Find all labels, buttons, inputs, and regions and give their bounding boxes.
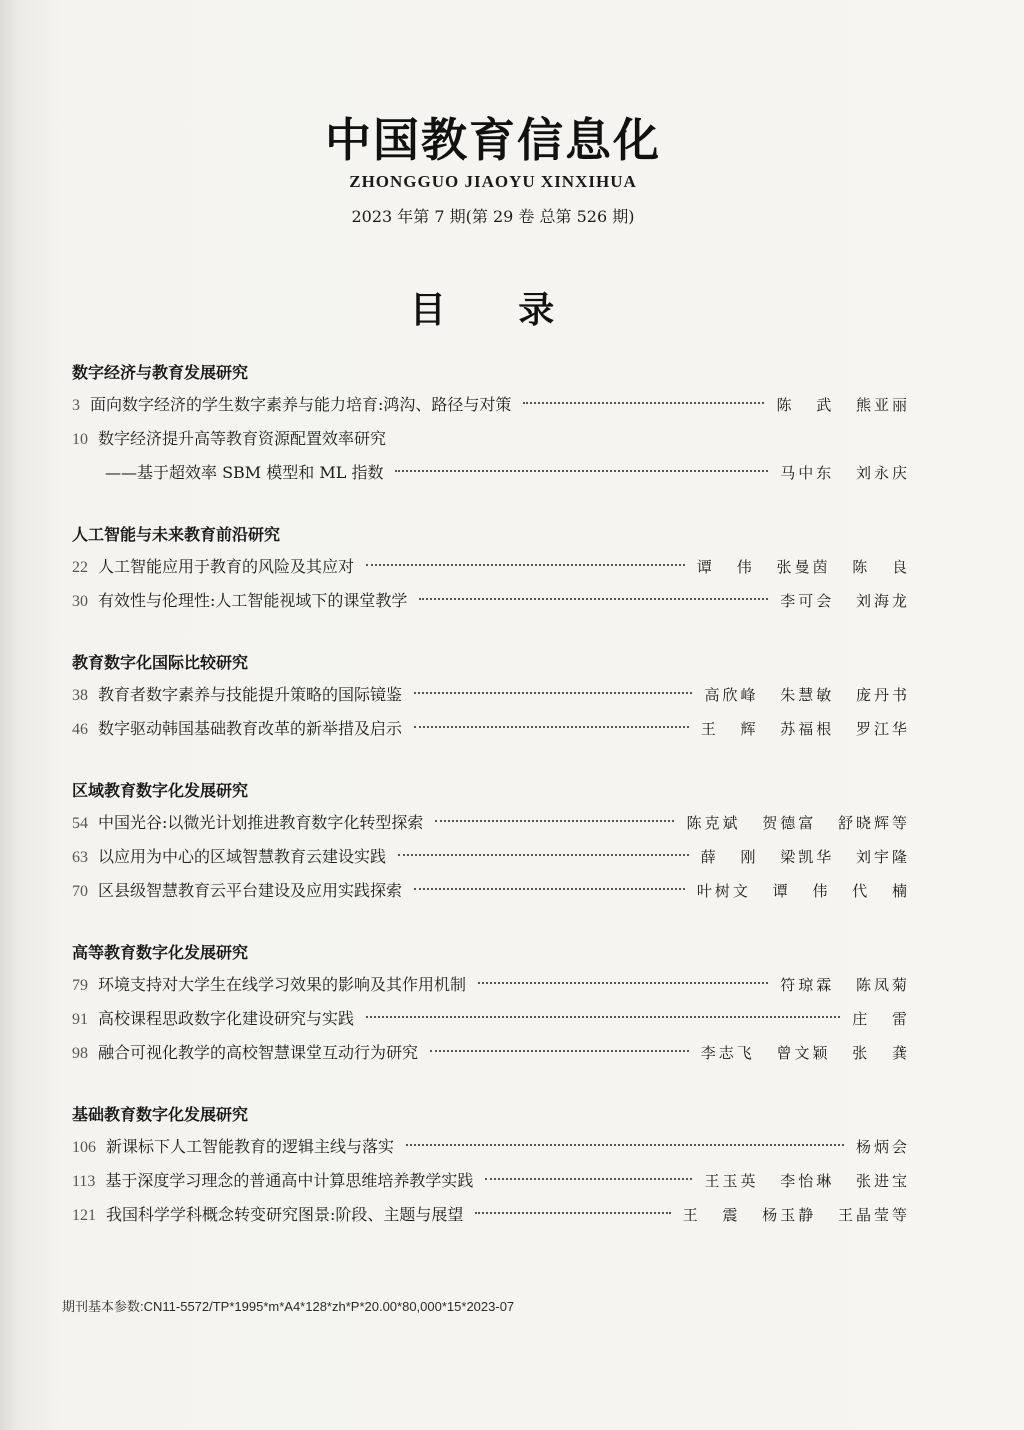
entry-authors: 王玉英 李怡琳 张进宝 bbox=[704, 1172, 910, 1190]
dot-leader bbox=[419, 598, 768, 600]
toc-entry[interactable] bbox=[72, 1130, 910, 1164]
toc-section bbox=[72, 358, 910, 490]
entry-authors: 符琼霖 陈凤菊 bbox=[780, 976, 910, 994]
dot-leader bbox=[523, 402, 764, 404]
dot-leader bbox=[435, 820, 674, 822]
journal-parameters-footer: 期刊基本参数:CN11-5572/TP*1995*m*A4*128*zh*P*20.00*80,000*15*2023-07 bbox=[62, 1299, 515, 1314]
entry-authors: 陈克斌 贺德富 舒晓辉等 bbox=[686, 814, 910, 832]
entry-authors: 谭 伟 张曼茵 陈 良 bbox=[696, 558, 910, 576]
toc-entry-subtitle-line[interactable] bbox=[72, 456, 910, 490]
entry-title: 人工智能应用于教育的风险及其应对 bbox=[98, 557, 355, 576]
toc-entry[interactable] bbox=[72, 550, 910, 584]
toc-section bbox=[72, 520, 910, 618]
dot-leader bbox=[366, 564, 685, 566]
entry-title: 高校课程思政数字化建设研究与实践 bbox=[98, 1009, 355, 1028]
entry-page-number: 54 bbox=[72, 815, 88, 832]
toc-entry[interactable] bbox=[72, 968, 910, 1002]
section-title: 数字经济与教育发展研究 bbox=[72, 363, 249, 382]
entry-title: 数字经济提升高等教育资源配置效率研究 bbox=[98, 429, 387, 448]
entry-page-number: 63 bbox=[72, 849, 88, 866]
journal-title-pinyin: ZHONGGUO JIAOYU XINXIHUA bbox=[349, 172, 637, 191]
masthead bbox=[0, 112, 986, 227]
entry-authors: 马中东 刘永庆 bbox=[780, 464, 910, 482]
toc-entry[interactable] bbox=[72, 874, 910, 908]
dot-leader bbox=[414, 692, 692, 694]
toc-heading: 目 录 bbox=[409, 290, 585, 331]
entry-title: 教育者数字素养与技能提升策略的国际镜鉴 bbox=[98, 685, 403, 704]
section-title: 人工智能与未来教育前沿研究 bbox=[72, 525, 281, 544]
toc-entry[interactable] bbox=[72, 1036, 910, 1070]
entry-page-number: 70 bbox=[72, 883, 88, 900]
entry-title: 新课标下人工智能教育的逻辑主线与落实 bbox=[106, 1137, 395, 1156]
entry-title: 我国科学学科概念转变研究图景:阶段、主题与展望 bbox=[106, 1205, 464, 1224]
issue-info: 2023 年第 7 期(第 29 卷 总第 526 期) bbox=[351, 207, 635, 226]
entry-page-number: 30 bbox=[72, 593, 88, 610]
toc-entry[interactable] bbox=[72, 678, 910, 712]
entry-title: 有效性与伦理性:人工智能视域下的课堂教学 bbox=[98, 591, 408, 610]
entry-title: 数字驱动韩国基础教育改革的新举措及启示 bbox=[98, 719, 403, 738]
entry-authors: 杨炳会 bbox=[855, 1138, 910, 1156]
entry-page-number: 10 bbox=[72, 431, 88, 448]
entry-title: 融合可视化教学的高校智慧课堂互动行为研究 bbox=[98, 1043, 419, 1062]
toc-entry[interactable] bbox=[72, 840, 910, 874]
section-title: 教育数字化国际比较研究 bbox=[72, 653, 249, 672]
entry-authors: 李志飞 曾文颖 张 龚 bbox=[700, 1044, 910, 1062]
toc-section bbox=[72, 1100, 910, 1232]
toc-entry[interactable] bbox=[72, 584, 910, 618]
dot-leader bbox=[395, 470, 768, 472]
toc-entry[interactable] bbox=[72, 388, 910, 422]
section-title: 基础教育数字化发展研究 bbox=[72, 1105, 249, 1124]
entry-title: 区县级智慧教育云平台建设及应用实践探索 bbox=[98, 881, 403, 900]
entry-title: 基于深度学习理念的普通高中计算思维培养教学实践 bbox=[105, 1171, 474, 1190]
section-title: 区域教育数字化发展研究 bbox=[72, 781, 249, 800]
entry-authors: 叶树文 谭 伟 代 楠 bbox=[696, 882, 910, 900]
entry-title: 以应用为中心的区域智慧教育云建设实践 bbox=[98, 847, 387, 866]
entry-subtitle: ——基于超效率 SBM 模型和 ML 指数 bbox=[105, 463, 384, 482]
dot-leader bbox=[475, 1212, 670, 1214]
toc-entry[interactable] bbox=[72, 1164, 910, 1198]
entry-page-number: 22 bbox=[72, 559, 88, 576]
toc-entry[interactable] bbox=[72, 422, 910, 456]
entry-authors: 高欣峰 朱慧敏 庞丹书 bbox=[704, 686, 910, 704]
section-title: 高等教育数字化发展研究 bbox=[72, 943, 249, 962]
toc-entry[interactable] bbox=[72, 1198, 910, 1232]
toc-section bbox=[72, 938, 910, 1070]
entry-page-number: 106 bbox=[72, 1139, 96, 1156]
entry-title: 环境支持对大学生在线学习效果的影响及其作用机制 bbox=[98, 975, 467, 994]
toc-section bbox=[72, 776, 910, 908]
entry-page-number: 91 bbox=[72, 1011, 88, 1028]
entry-page-number: 3 bbox=[72, 397, 80, 414]
entry-authors: 王 辉 苏福根 罗江华 bbox=[700, 720, 910, 738]
entry-page-number: 46 bbox=[72, 721, 88, 738]
dot-leader bbox=[406, 1144, 844, 1146]
entry-authors: 李可会 刘海龙 bbox=[780, 592, 910, 610]
dot-leader bbox=[366, 1016, 840, 1018]
toc-section bbox=[72, 648, 910, 746]
entry-authors: 陈 武 熊亚丽 bbox=[776, 396, 910, 414]
entry-page-number: 79 bbox=[72, 977, 88, 994]
entry-title: 中国光谷:以微光计划推进教育数字化转型探索 bbox=[98, 813, 424, 832]
table-of-contents bbox=[72, 358, 910, 1262]
toc-entry[interactable] bbox=[72, 806, 910, 840]
dot-leader bbox=[478, 982, 768, 984]
dot-leader bbox=[398, 854, 689, 856]
dot-leader bbox=[485, 1178, 692, 1180]
entry-page-number: 113 bbox=[72, 1173, 96, 1190]
journal-title: 中国教育信息化 bbox=[325, 113, 661, 167]
entry-page-number: 38 bbox=[72, 687, 88, 704]
entry-page-number: 121 bbox=[72, 1207, 96, 1224]
entry-authors: 王 震 杨玉静 王晶莹等 bbox=[682, 1206, 910, 1224]
dot-leader bbox=[414, 888, 685, 890]
toc-entry[interactable] bbox=[72, 712, 910, 746]
entry-title: 面向数字经济的学生数字素养与能力培育:鸿沟、路径与对策 bbox=[90, 395, 512, 414]
dot-leader bbox=[414, 726, 689, 728]
entry-authors: 薛 刚 梁凯华 刘宇隆 bbox=[700, 848, 910, 866]
entry-page-number: 98 bbox=[72, 1045, 88, 1062]
entry-authors: 庄 雷 bbox=[852, 1010, 910, 1028]
dot-leader bbox=[430, 1050, 689, 1052]
toc-entry[interactable] bbox=[72, 1002, 910, 1036]
